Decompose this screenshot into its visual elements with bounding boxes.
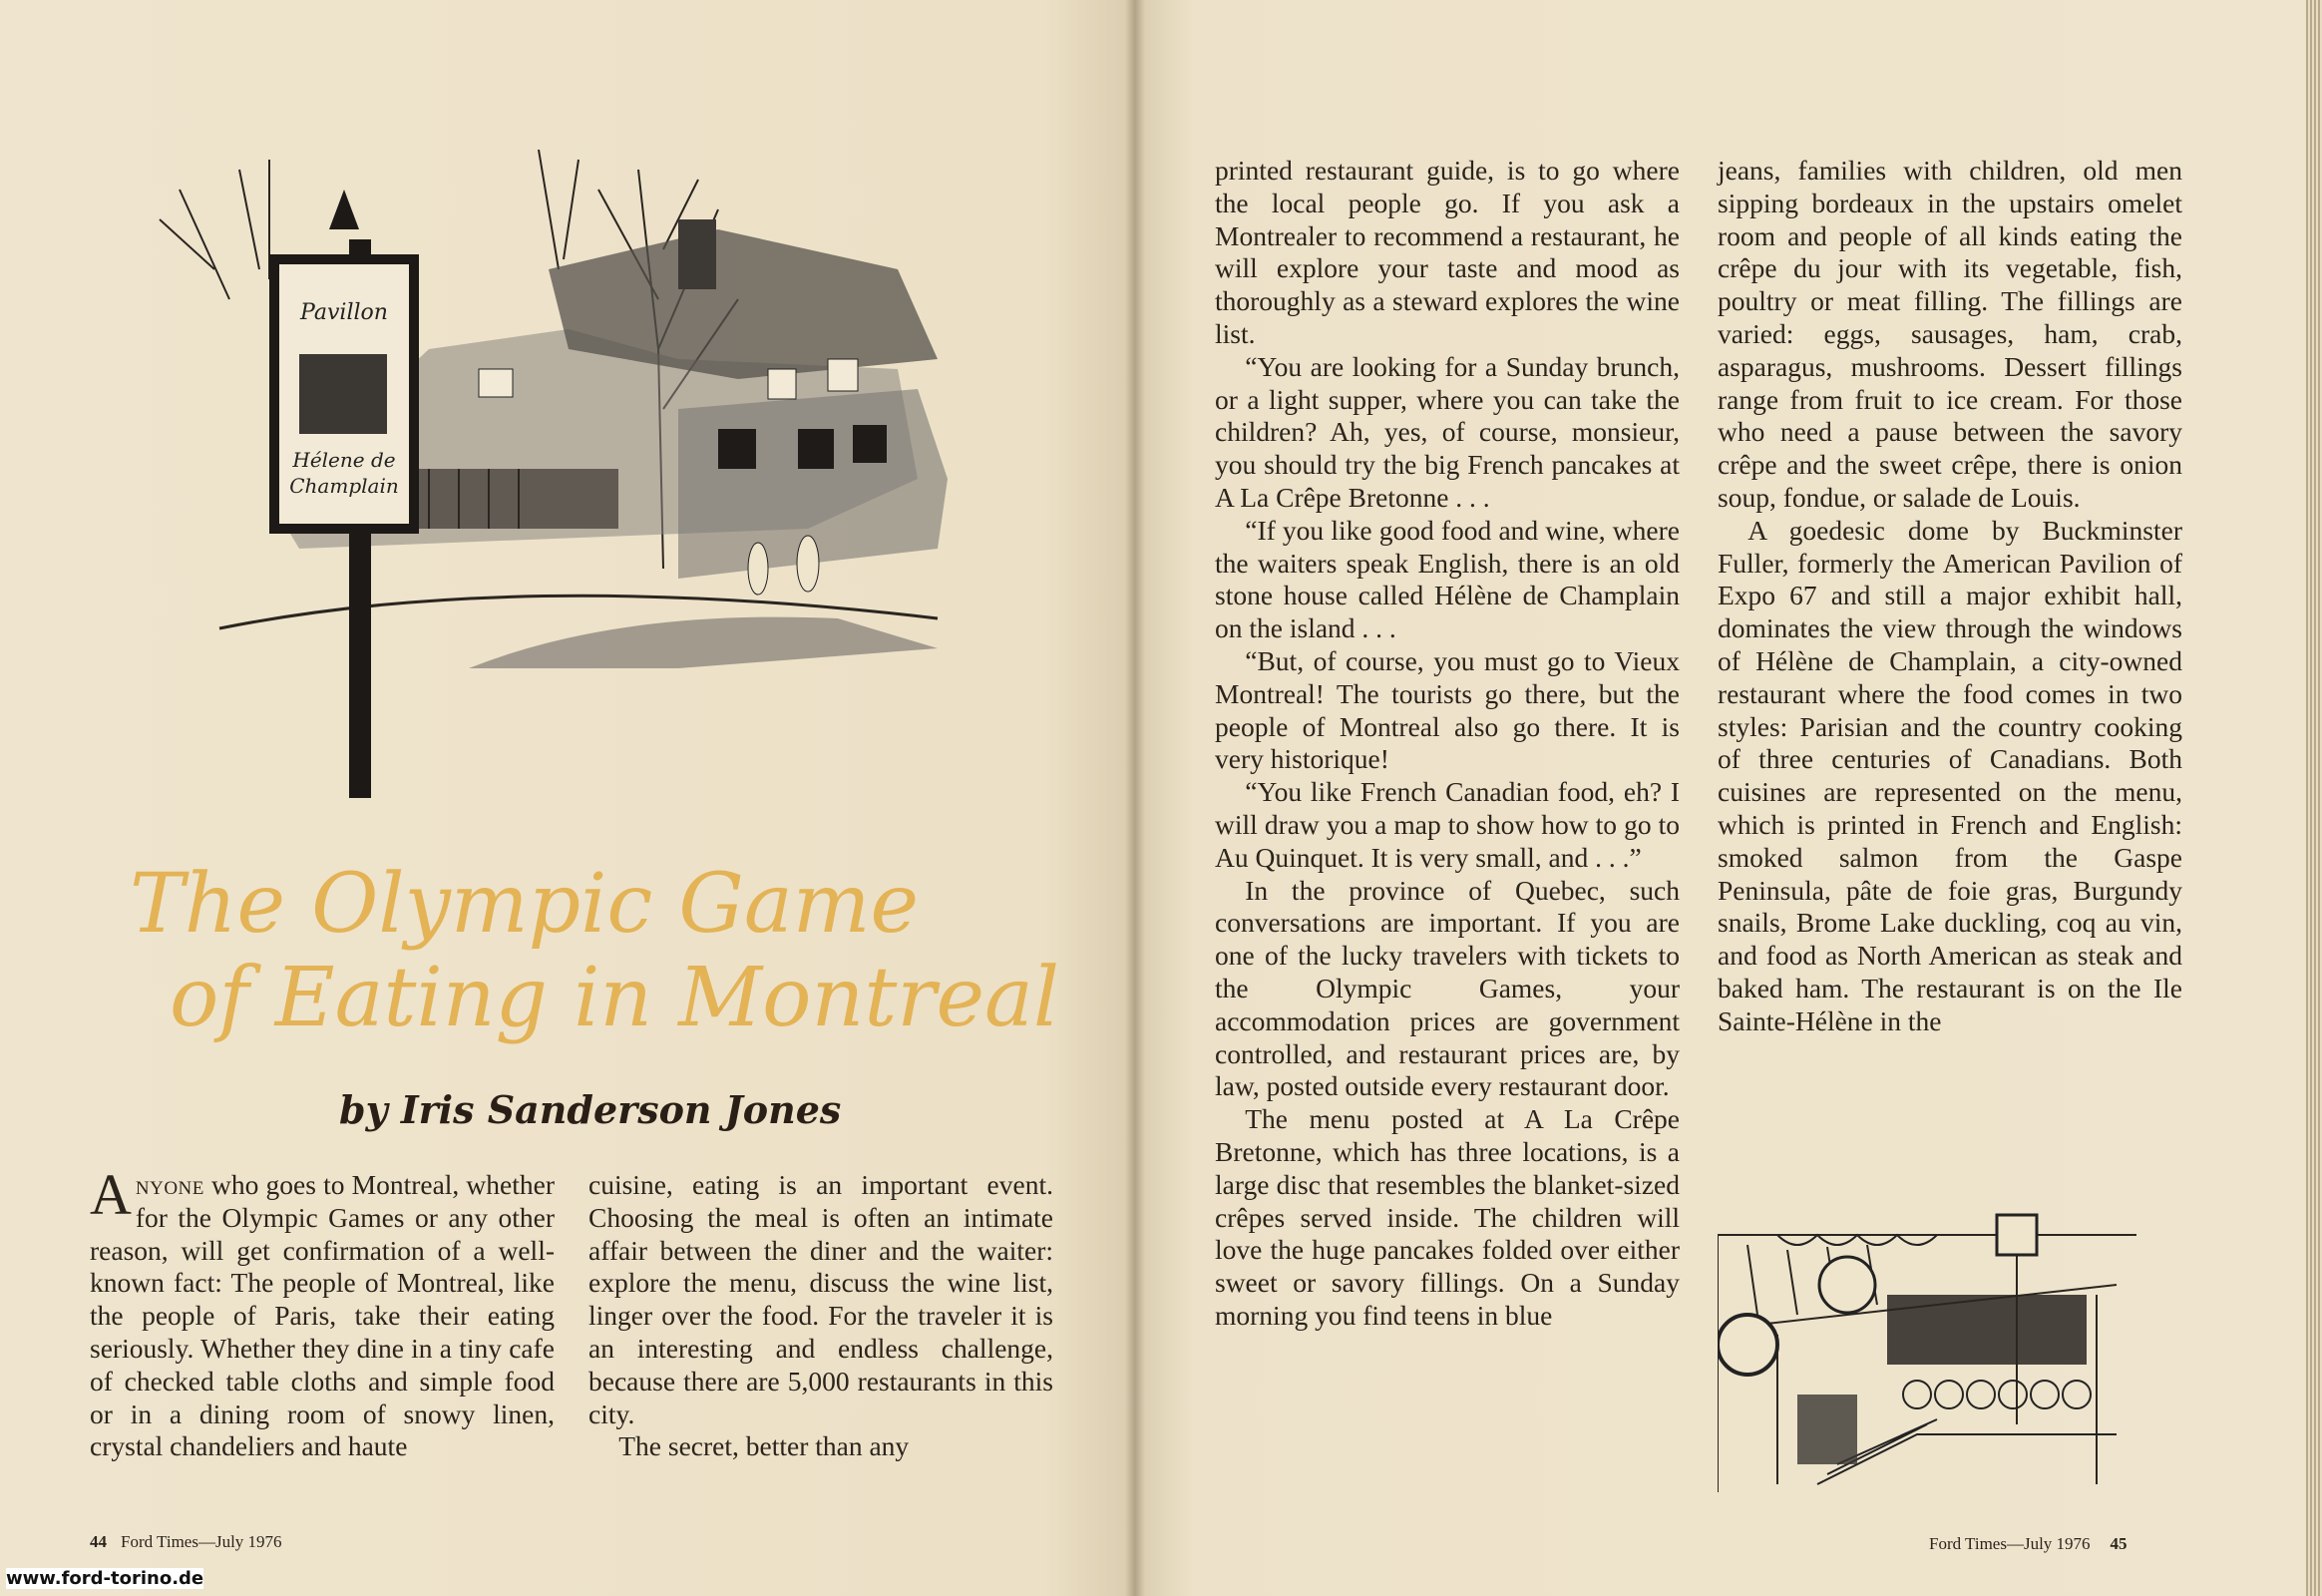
paragraph: printed restaurant guide, is to go where the local people go. If you ask a Montrealer to recommend a restaurant, he will explore your taste and mood as thoroughly as a steward explores the wine list.	[1215, 155, 1680, 349]
sign-text-2: Hélene de	[292, 448, 396, 472]
article-title	[130, 858, 1087, 1045]
title-line-1: The Olympic Game	[130, 857, 920, 952]
sign-text-1: Pavillon	[300, 300, 388, 325]
paragraph: “You are looking for a Sunday brunch, or a light supper, where you can take the children? Ah, yes, of course, monsieur, you should try the big French pancakes at A La Crêpe Bretonne . . .	[1215, 350, 1680, 513]
creperie-illustration	[1718, 1195, 2136, 1492]
footer-left-text: Ford Times—July 1976	[121, 1532, 282, 1551]
pavilion-illustration	[120, 150, 1057, 808]
paragraph: The secret, better than any	[618, 1430, 910, 1462]
page-number-right: 45	[2110, 1534, 2128, 1553]
paragraph: In the province of Quebec, such conversations are important. If you are one of the lucky travelers with tickets to the Olympic Games, your accommodation prices are government controlled, and restaurant prices are, by law, posted outside every restaurant door.	[1215, 874, 1680, 1102]
page-edge	[2306, 0, 2322, 1596]
paragraph	[90, 1162, 555, 1463]
title-line-2: of Eating in Montreal	[170, 951, 1060, 1045]
text-column-1	[90, 1162, 555, 1463]
paragraph: “You like French Canadian food, eh? I will draw you a map to show how to go to Au Quinquet. It is very small, and . . .”	[1215, 776, 1680, 873]
footer-right-text: Ford Times—July 1976	[1929, 1534, 2091, 1553]
watermark: www.ford-torino.de	[6, 1568, 204, 1589]
text-column-4	[1718, 155, 2182, 1038]
paragraph: “If you like good food and wine, where the waiters speak English, there is an old stone house called Hélène de Champlain on the island . . .	[1215, 514, 1680, 644]
page-gutter	[1125, 0, 1145, 1596]
page-number-left: 44	[90, 1532, 107, 1551]
paragraph: cuisine, eating is an important event. Choosing the meal is often an intimate affair between the diner and the waiter: explore the menu, discuss the wine list, linger over the food. For the traveler it is an interesting and endless challenge, because there are 5,000 restaurants in this city.	[588, 1169, 1053, 1429]
lead-in-smallcaps: nyone	[135, 1169, 204, 1200]
sign-text-3: Champlain	[289, 474, 399, 498]
text-column-3	[1215, 155, 1680, 1333]
text-column-2	[588, 1169, 1053, 1463]
paragraph: “But, of course, you must go to Vieux Montreal! The tourists go there, but the people of Montreal also go there. It is very historique!	[1215, 644, 1680, 775]
footer-right	[1929, 1534, 2128, 1554]
paragraph-text: who goes to Montreal, whether for the Olympic Games or any other reason, will get confirmation of a well-known fact: The people of Montreal, like the people of Paris, take their eating seriously. Whether they dine in a tiny cafe of checked table cloths and simple food or in a dining room of snowy linen, crystal chandeliers and haute	[90, 1169, 555, 1462]
paragraph: The menu posted at A La Crêpe Bretonne, which has three locations, is a large disc that resembles the blanket-sized crêpes served inside. The children will love the huge pancakes folded over either sweet or savory fillings. On a Sunday morning you find teens in blue	[1215, 1103, 1680, 1331]
byline: by Iris Sanderson Jones	[339, 1087, 842, 1132]
footer-left	[90, 1532, 282, 1552]
paragraph: jeans, families with children, old men sipping bordeaux in the upstairs omelet room and people of all kinds eating the crêpe du jour with its vegetable, fish, poultry or meat filling. The fillings are varied: eggs, sausages, ham, crab, asparagus, mushrooms. Dessert fillings range from fruit to ice cream. For those who need a pause between the savory crêpe and the sweet crêpe, there is onion soup, fondue, or salade de Louis.	[1718, 155, 2182, 513]
drop-cap: A	[90, 1162, 132, 1227]
paragraph: A goedesic dome by Buckminster Fuller, formerly the American Pavilion of Expo 67 and still a major exhibit hall, dominates the view through the windows of Hélène de Champlain, a city-owned restaurant where the food comes in two styles: Parisian and the country cooking of three centuries of Canadians. Both cuisines are represented on the menu, which is printed in French and English: smoked salmon from the Gaspe Peninsula, pâte de foie gras, Burgundy snails, Brome Lake duckling, coq au vin, and food as North American as steak and baked ham. The restaurant is on the Ile Sainte-Hélène in the	[1718, 514, 2182, 1036]
